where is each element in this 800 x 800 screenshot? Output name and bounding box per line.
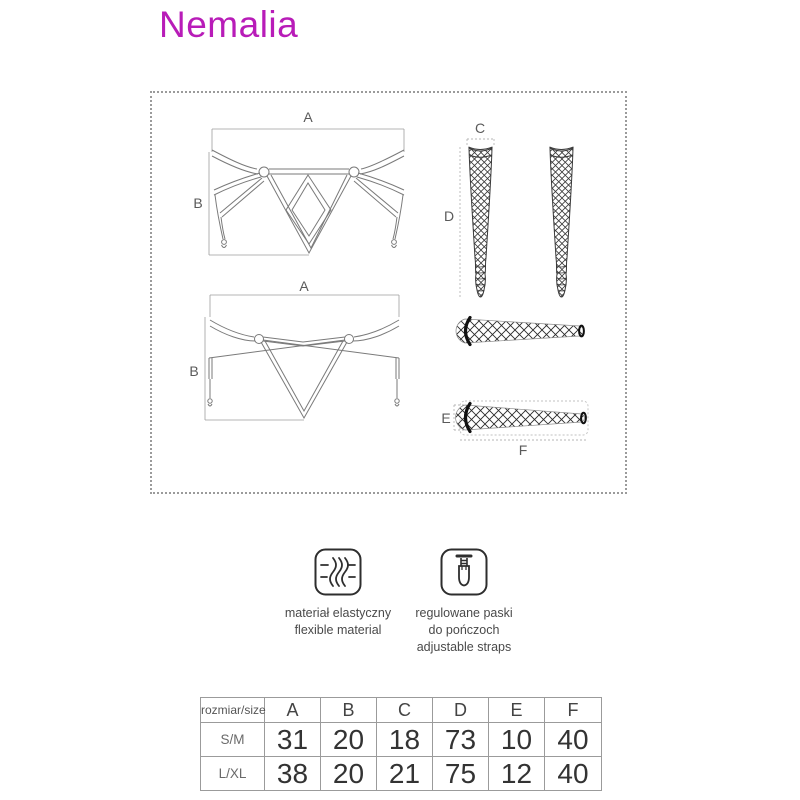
size-value-cell: 10 xyxy=(489,723,545,757)
caption-line: materiał elastyczny xyxy=(284,606,392,620)
front-belt-height-label: B xyxy=(193,195,203,211)
column-header-d: D xyxy=(433,698,489,723)
diagram-panel xyxy=(150,91,627,494)
garter-sleeve-dimensioned-drawing xyxy=(440,397,600,459)
size-value-cell: 20 xyxy=(321,757,377,791)
column-header-f: F xyxy=(545,698,602,723)
size-value-cell: 18 xyxy=(377,723,433,757)
adjustable-straps-caption xyxy=(379,605,549,656)
column-header-c: C xyxy=(377,698,433,723)
size-table xyxy=(200,697,602,791)
back-belt-drawing xyxy=(187,280,417,425)
caption-line: adjustable straps xyxy=(416,640,512,654)
size-name-cell: S/M xyxy=(201,723,265,757)
front-belt-dimension-lines xyxy=(209,129,404,255)
column-header-b: B xyxy=(321,698,377,723)
stockings-width-label: C xyxy=(474,120,486,136)
size-table-corner-cell: rozmiar/size xyxy=(201,698,265,723)
front-belt-garment xyxy=(212,150,404,253)
size-table-header-row xyxy=(201,698,602,723)
size-row-lxl xyxy=(201,757,602,791)
stockings-length-label: D xyxy=(443,208,455,224)
front-belt-drawing xyxy=(187,107,417,262)
sleeve-length-label: F xyxy=(518,442,528,458)
stockings-drawing xyxy=(442,120,592,300)
back-belt-height-label: B xyxy=(189,363,199,379)
adjustable-straps-icon xyxy=(440,548,488,596)
size-value-cell: 21 xyxy=(377,757,433,791)
front-belt-width-label: A xyxy=(303,109,313,125)
caption-line: flexible material xyxy=(294,623,382,637)
back-belt-garment xyxy=(208,320,399,418)
garter-sleeve-top-drawing xyxy=(452,312,592,350)
size-value-cell: 38 xyxy=(265,757,321,791)
size-value-cell: 40 xyxy=(545,723,602,757)
stocking-left xyxy=(469,147,493,297)
back-belt-dimension-lines xyxy=(205,295,399,420)
size-value-cell: 31 xyxy=(265,723,321,757)
size-value-cell: 12 xyxy=(489,757,545,791)
product-title: Nemalia xyxy=(159,4,299,45)
caption-line: do pończoch xyxy=(428,623,500,637)
size-row-sm xyxy=(201,723,602,757)
size-value-cell: 75 xyxy=(433,757,489,791)
size-value-cell: 73 xyxy=(433,723,489,757)
stocking-right xyxy=(550,147,574,297)
sleeve-width-label: E xyxy=(441,410,451,426)
column-header-a: A xyxy=(265,698,321,723)
caption-line: regulowane paski xyxy=(415,606,513,620)
size-value-cell: 40 xyxy=(545,757,602,791)
back-belt-width-label: A xyxy=(299,280,309,294)
column-header-e: E xyxy=(489,698,545,723)
size-value-cell: 20 xyxy=(321,723,377,757)
size-name-cell: L/XL xyxy=(201,757,265,791)
elastic-material-icon xyxy=(314,548,362,596)
